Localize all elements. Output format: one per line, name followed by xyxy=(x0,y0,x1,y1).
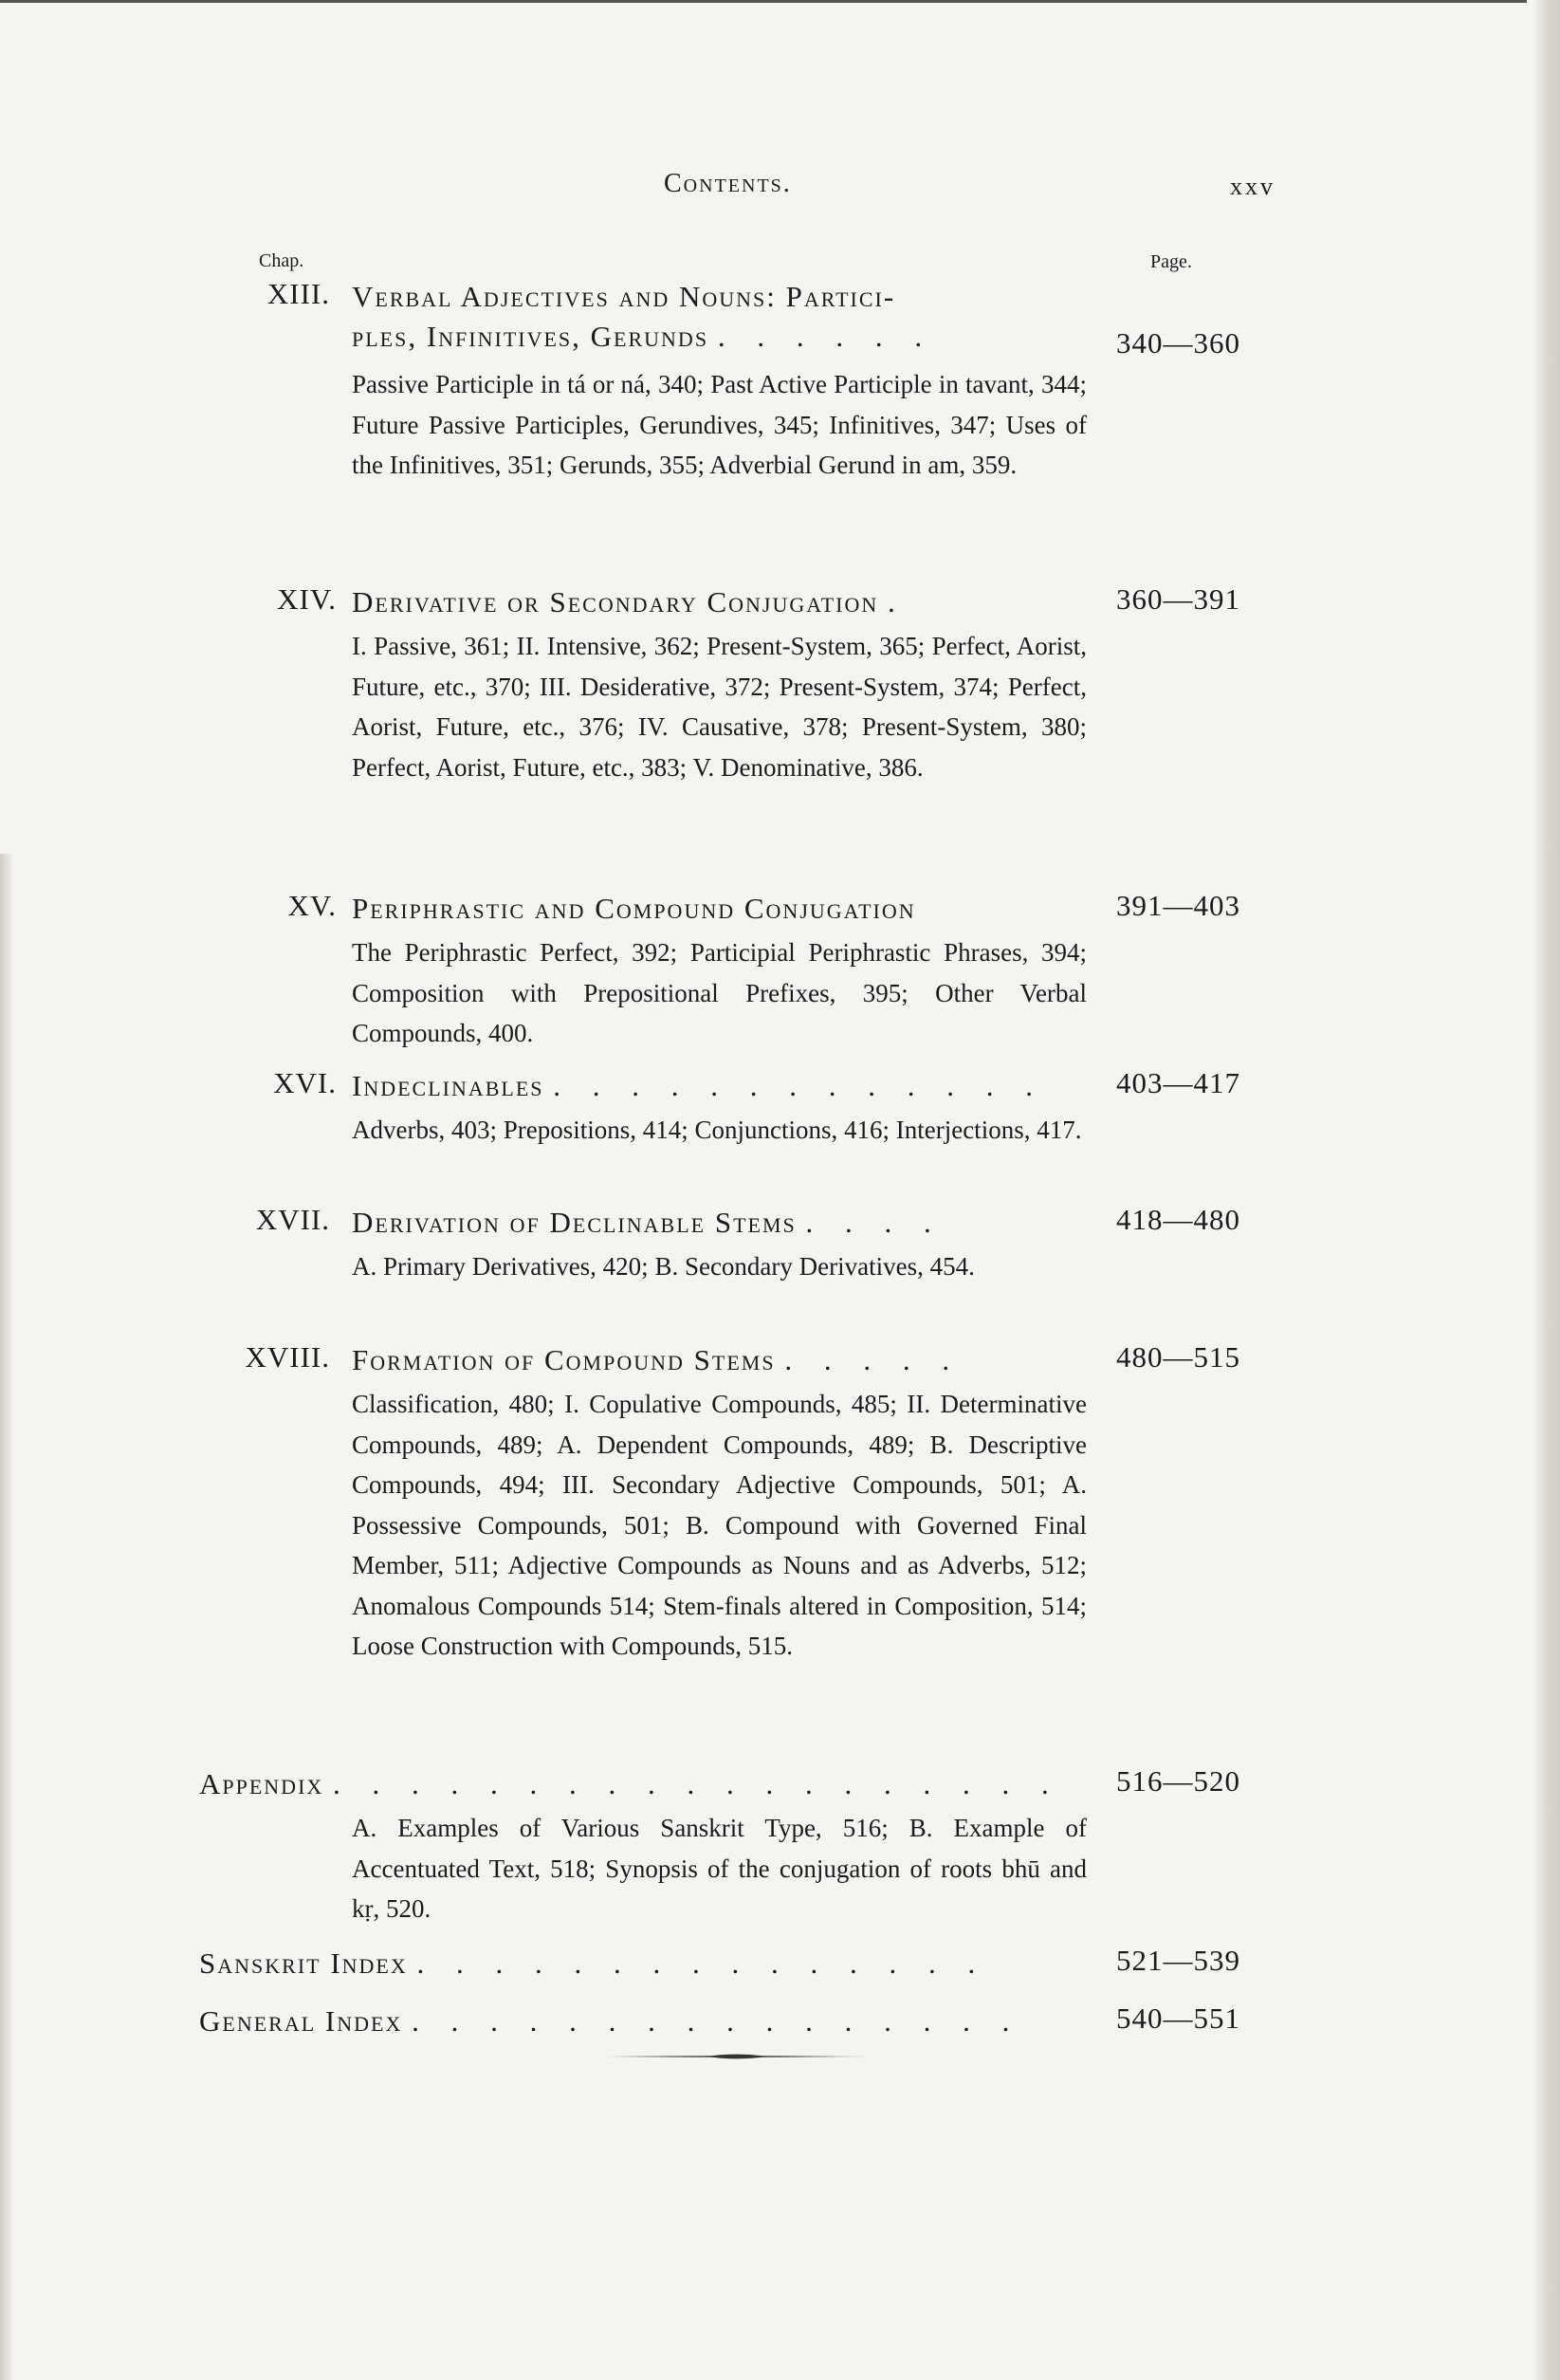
page-range: 360—391 xyxy=(1116,582,1240,616)
chapter-title xyxy=(352,1340,1087,1380)
chapter-description: Classification, 480; I. Copulative Compounds, 485; II. Determinative Compounds, 489; A. Dependent Compounds, 489; B. Descriptive Compounds, 494; III. Secondary Adjective Compounds, 501; A. Possessive Compounds, 501; B. Compound with Governed Final Member, 511; Adjective Compounds as Nouns and as Adverbs, 512; Anomalous Compounds 514; Stem-finals altered in Composition, 514; Loose Construction with Compounds, 515. xyxy=(352,1390,1087,1660)
appendix-description: A. Examples of Various Sanskrit Type, 516; B. Example of Accentuated Text, 518; Synopsis of the conjugation of roots bhū and kṛ, 520. xyxy=(352,1814,1087,1923)
page-range: 540—551 xyxy=(1116,2002,1240,2035)
chapter-number: XIV. xyxy=(277,582,337,616)
page-range: 521—539 xyxy=(1116,1944,1240,1977)
chapter-number: XV. xyxy=(287,889,337,922)
appendix-title-text: Appendix xyxy=(199,1767,324,1800)
chapter-column-label: Chap. xyxy=(259,250,304,271)
chapter-description: I. Passive, 361; II. Intensive, 362; Present-System, 365; Perfect, Aorist, Future, etc., 370; III. Desiderative, 372; Present-System, 374; Perfect, Aorist, Future, etc., 376; IV. Causative, 378; Present-System, 380; Perfect, Aorist, Future, etc., 383; V. Denominative, 386. xyxy=(352,632,1087,782)
chapter-title xyxy=(352,1203,1087,1243)
sanskrit-index-title xyxy=(199,1944,1091,1983)
page-range: 516—520 xyxy=(1116,1764,1240,1798)
running-head-page-number: xxv xyxy=(1230,173,1276,200)
running-head-title: Contents. xyxy=(664,169,792,198)
chapter-number: XVI. xyxy=(273,1066,337,1099)
chapter-title-text: Periphrastic and Compound Conjugation xyxy=(352,892,916,925)
leader-dots: . . . . . xyxy=(784,1343,963,1376)
page-gutter-shadow xyxy=(0,854,13,2380)
closing-ornament-rule xyxy=(607,2053,868,2060)
chapter-number: XVIII. xyxy=(245,1340,330,1374)
page-range: 340—360 xyxy=(1116,326,1240,360)
leader-dots: . . . . . . . . . . . . . . . xyxy=(416,1946,988,1980)
leader-dots: . . . . . . . . . . . . . . . . . . . xyxy=(333,1767,1061,1800)
leader-dots: . . . . xyxy=(805,1206,944,1239)
page-range: 391—403 xyxy=(1116,889,1240,922)
leader-dots: . xyxy=(888,585,908,618)
chapter-title-text: Indeclinables xyxy=(352,1069,544,1102)
chapter-description: Passive Participle in tá or ná, 340; Past Active Participle in tavant, 344; Future Passive Participles, Gerundives, 345; Infinitives, 347; Uses of the Infinitives, 351; Gerunds, 355; Adverbial Gerund in am, 359. xyxy=(352,370,1087,479)
appendix-title xyxy=(199,1764,1091,1804)
chapter-number: XIII. xyxy=(266,277,330,310)
chapter-description: A. Primary Derivatives, 420; B. Secondary Derivatives, 454. xyxy=(352,1252,975,1281)
general-index-title-text: General Index xyxy=(199,2004,403,2038)
top-edge-line xyxy=(0,0,1527,3)
chapter-title-text: Derivative or Secondary Conjugation xyxy=(352,585,879,618)
chapter-number: XVII. xyxy=(255,1203,330,1236)
chapter-description: The Periphrastic Perfect, 392; Participial Periphrastic Phrases, 394; Composition with Prepositional Prefixes, 395; Other Verbal Compounds, 400. xyxy=(352,938,1087,1047)
chapter-title xyxy=(352,582,1087,622)
page-column-label: Page. xyxy=(1150,251,1192,272)
page-edge-shadow xyxy=(1532,0,1560,2380)
chapter-title-text: Formation of Compound Stems xyxy=(352,1343,776,1376)
leader-dots: . . . . . . xyxy=(717,320,935,353)
chapter-title-line-2: ples, Infinitives, Gerunds xyxy=(352,320,709,353)
chapter-title xyxy=(352,1066,1087,1106)
chapter-title xyxy=(352,277,1087,357)
sanskrit-index-title-text: Sanskrit Index xyxy=(199,1946,408,1980)
leader-dots: . . . . . . . . . . . . . . . . xyxy=(412,2004,1022,2038)
general-index-title xyxy=(199,2002,1091,2041)
chapter-description: Adverbs, 403; Prepositions, 414; Conjunctions, 416; Interjections, 417. xyxy=(352,1116,1082,1144)
chapter-title-line-1: Verbal Adjectives and Nouns: Partici- xyxy=(352,280,896,313)
chapter-title-text: Derivation of Declinable Stems xyxy=(352,1206,797,1239)
page-range: 418—480 xyxy=(1116,1203,1240,1236)
page-range: 480—515 xyxy=(1116,1340,1240,1374)
leader-dots: . . . . . . . . . . . . . xyxy=(553,1069,1046,1102)
page-range: 403—417 xyxy=(1116,1066,1240,1099)
chapter-title xyxy=(352,889,1087,929)
